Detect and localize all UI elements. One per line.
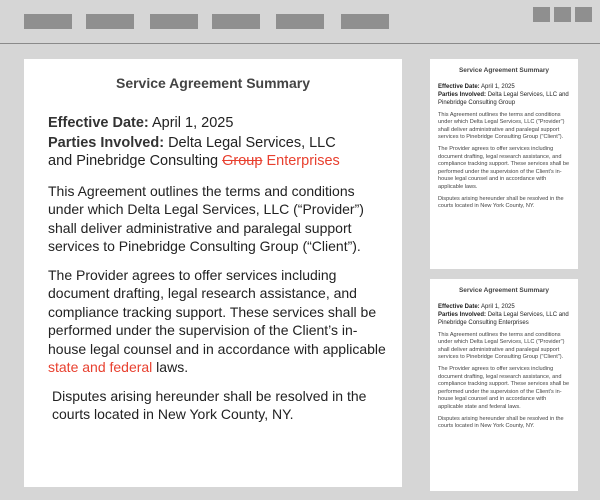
parties-value-line2: and Pinebridge Consulting — [48, 153, 223, 169]
document-body — [48, 114, 388, 434]
paragraph-2-end: laws. — [152, 359, 189, 375]
effective-date-value: April 1, 2025 — [151, 115, 234, 131]
thumbnail-title: Service Agreement Summary — [458, 67, 550, 74]
paragraph-3: Disputes arising hereunder shall be resolved in the courts located in New York County, NY. — [52, 387, 367, 422]
close-icon[interactable] — [575, 7, 592, 22]
page-thumbnail-1[interactable] — [430, 59, 578, 269]
thumbnail-parties-value: Delta Legal Services, LLC and Pinebridge Consulting Enterprises — [438, 312, 569, 327]
thumbnail-title: Service Agreement Summary — [458, 287, 550, 294]
minimize-icon[interactable] — [533, 7, 550, 22]
thumbnail-effective-label: Effective Date: — [438, 304, 480, 310]
toolbar — [0, 0, 600, 44]
document-page[interactable] — [24, 59, 402, 487]
parties-line — [48, 134, 388, 171]
parties-label: Parties Involved: — [48, 134, 165, 151]
thumbnail-parties-label: Parties Involved: — [438, 312, 487, 319]
document-title: Service Agreement Summary — [115, 75, 311, 91]
thumbnail-meta — [438, 303, 570, 328]
menu-item-3[interactable] — [150, 14, 198, 29]
menu-item-2[interactable] — [86, 14, 134, 29]
tracked-insertion[interactable]: Enterprises — [266, 153, 340, 169]
thumbnail-parties-value: Delta Legal Services, LLC and Pinebridge Consulting Group — [438, 92, 569, 107]
menu-item-5[interactable] — [276, 14, 324, 29]
thumbnail-meta — [438, 83, 570, 108]
page-thumbnail-2[interactable] — [430, 279, 578, 491]
thumbnail-paragraph-2: The Provider agrees to offer services including document drafting, legal research assistance, and compliance tracking support. These services shall be performed under the supervision of the Client's in-house legal counsel and in accordance with applicable laws. — [438, 145, 570, 190]
paragraph-1: This Agreement outlines the terms and conditions under which Delta Legal Services, LLC (“Provider”) shall deliver administrative and paralegal support services to Pinebridge Consulting Group (“Client”). — [48, 182, 364, 254]
paragraph-2 — [48, 266, 388, 377]
thumbnail-body — [430, 294, 578, 431]
thumbnail-paragraph-1: This Agreement outlines the terms and conditions under which Delta Legal Services, LLC ("Provider") shall deliver administrative and paralegal support services to Pinebridge Consulting Group ("Client"). — [438, 331, 565, 361]
tracked-insertion-laws[interactable]: state and federal — [48, 359, 153, 375]
thumbnail-paragraph-3: Disputes arising hereunder shall be resolved in the courts located in New York County, NY. — [438, 415, 564, 430]
menu-item-4[interactable] — [212, 14, 260, 29]
thumbnail-effective-value: April 1, 2025 — [481, 84, 515, 90]
parties-value-line1: Delta Legal Services, LLC — [168, 134, 336, 151]
maximize-icon[interactable] — [554, 7, 571, 22]
effective-date-label: Effective Date: — [48, 115, 149, 131]
menu-item-1[interactable] — [24, 14, 72, 29]
thumbnail-body — [430, 74, 578, 211]
menu-item-6[interactable] — [341, 14, 389, 29]
thumbnail-parties-label: Parties Involved: — [438, 92, 487, 99]
thumbnail-paragraph-3: Disputes arising hereunder shall be resolved in the courts located in New York County, NY. — [438, 195, 564, 210]
thumbnail-effective-value: April 1, 2025 — [481, 304, 515, 310]
thumbnail-paragraph-1: This Agreement outlines the terms and conditions under which Delta Legal Services, LLC ("Provider") shall deliver administrative and paralegal support services to Pinebridge Consulting Group ("Client"). — [438, 111, 565, 141]
thumbnail-effective-label: Effective Date: — [438, 84, 480, 90]
paragraph-2-text: The Provider agrees to offer services including document drafting, legal research assistance, and compliance tracking support. These services shall be performed under the supervision of the Client’s in-house legal counsel and in accordance with applicable — [48, 266, 386, 357]
thumbnail-paragraph-2: The Provider agrees to offer services including document drafting, legal research assistance, and compliance tracking support. These services shall be performed under the supervision of the Client's in-house legal counsel and in accordance with applicable state and federal laws. — [438, 365, 570, 410]
tracked-deletion[interactable]: Group — [222, 153, 263, 169]
effective-date-line — [48, 114, 388, 133]
